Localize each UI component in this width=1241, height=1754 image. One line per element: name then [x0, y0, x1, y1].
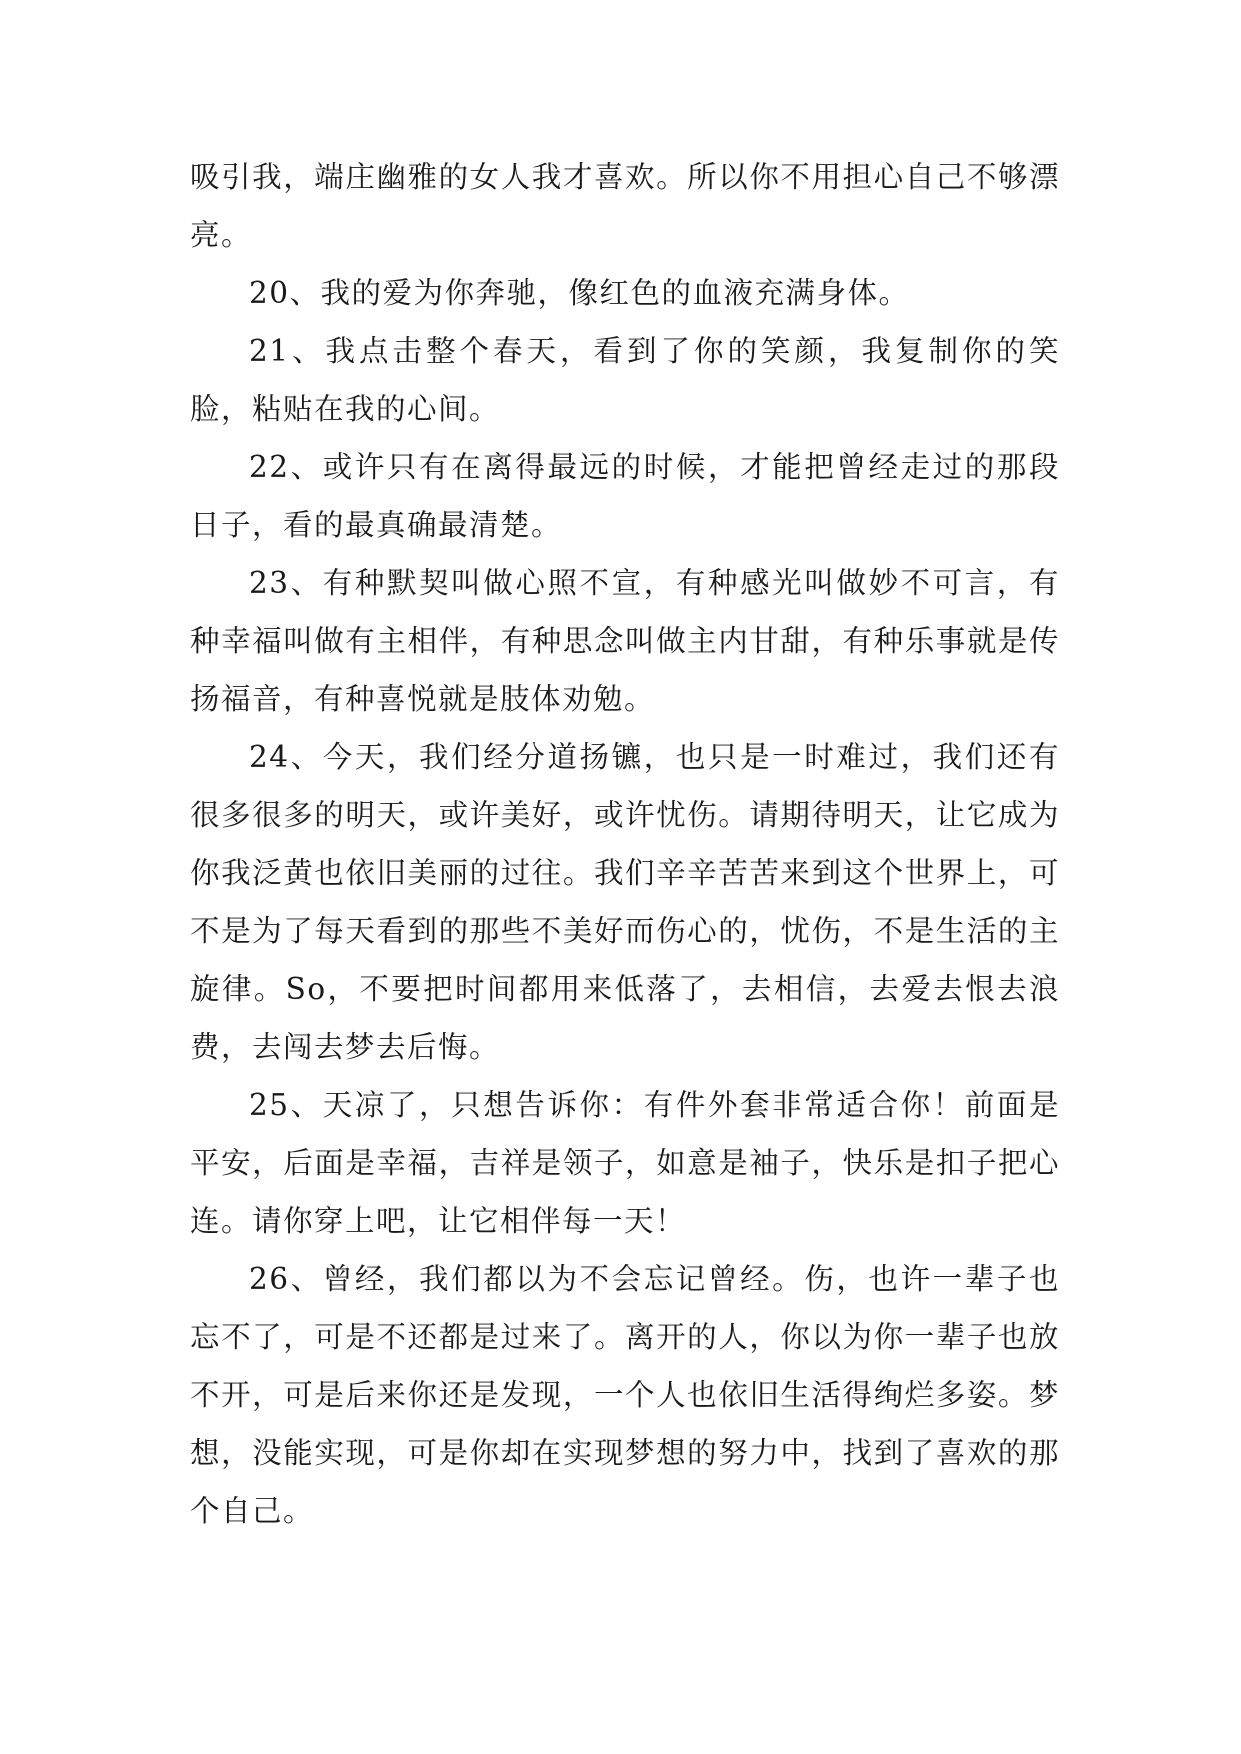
paragraph-continuation: 吸引我，端庄幽雅的女人我才喜欢。所以你不用担心自己不够漂亮。	[190, 160, 1060, 252]
document-body	[190, 148, 1060, 1540]
paragraph-24: 24、今天，我们经分道扬镳，也只是一时难过，我们还有很多很多的明天，或许美好，或许忧伤。请期待明天，让它成为你我泛黄也依旧美丽的过往。我们辛辛苦苦来到这个世界上，可不是为了每天看到的那些不美好而伤心的，忧伤，不是生活的主旋律。So，不要把时间都用来低落了，去相信，去爱去恨去浪费，去闯去梦去后悔。	[190, 740, 1060, 1064]
paragraph-26: 26、曾经，我们都以为不会忘记曾经。伤，也许一辈子也忘不了，可是不还都是过来了。离开的人，你以为你一辈子也放不开，可是后来你还是发现，一个人也依旧生活得绚烂多姿。梦想，没能实现，可是你却在实现梦想的努力中，找到了喜欢的那个自己。	[190, 1262, 1060, 1528]
paragraph-23: 23、有种默契叫做心照不宣，有种感光叫做妙不可言，有种幸福叫做有主相伴，有种思念叫做主内甘甜，有种乐事就是传扬福音，有种喜悦就是肢体劝勉。	[190, 566, 1060, 716]
paragraph-20: 20、我的爱为你奔驰，像红色的血液充满身体。	[249, 276, 910, 310]
paragraph-21: 21、我点击整个春天，看到了你的笑颜，我复制你的笑脸，粘贴在我的心间。	[190, 334, 1060, 426]
paragraph-22: 22、或许只有在离得最远的时候，才能把曾经走过的那段日子，看的最真确最清楚。	[190, 450, 1060, 542]
paragraph-25: 25、天凉了，只想告诉你：有件外套非常适合你！前面是平安，后面是幸福，吉祥是领子，如意是袖子，快乐是扣子把心连。请你穿上吧，让它相伴每一天！	[190, 1088, 1060, 1238]
